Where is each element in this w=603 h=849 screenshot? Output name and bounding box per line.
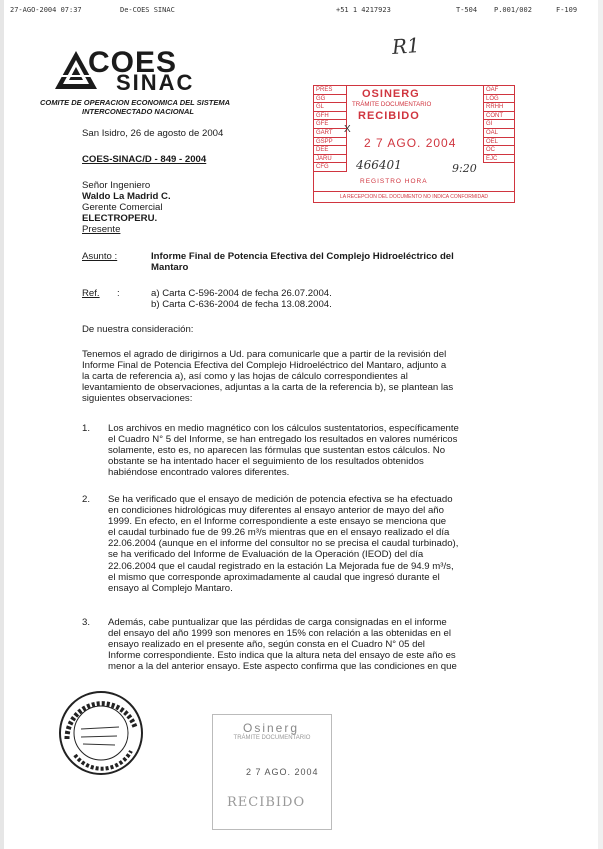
stamp-date: 2 7 AGO. 2004 <box>364 136 457 150</box>
item-line: Los archivos en medio magnético con los cálculos sustentatorios, específicamente <box>108 423 459 434</box>
item-line: el mismo que corresponde aproximadamente al caudal que ingresó durante el <box>108 571 440 583</box>
stamp-code: GFH <box>314 112 346 121</box>
item-line: 22.06.2004 que el caudal registrado en la estación La Mejorada fue de 94.9 m³/s, <box>108 560 454 572</box>
stamp-code: CFG <box>314 163 346 172</box>
item-line: del ensayo del año 1999 son menores en 15% con relación a las obtenidas en el <box>108 628 451 640</box>
stamp-code: RRHH <box>484 103 514 112</box>
fax-header <box>0 6 603 18</box>
intro-line: la carta de referencia a), así como y las hojas de cálculo correspondientes al <box>82 371 408 383</box>
recipient-present: Presente <box>82 224 121 235</box>
item-line: Informe correspondiente. Esto indica que la altura neta del ensayo de este año es <box>108 650 456 662</box>
stamp-handwritten-number: 466401 <box>356 158 402 172</box>
item-line: ensayo realizado en el presente año, según consta en el Cuadro N° 05 del <box>108 639 425 651</box>
org-name-line1: COMITE DE OPERACION ECONOMICA DEL SISTEMA <box>40 98 231 107</box>
fax-f-code: F-109 <box>556 6 578 14</box>
stamp-code: EJC <box>484 155 514 164</box>
stamp-code: LOG <box>484 95 514 104</box>
stamp-code: CONT <box>484 112 514 121</box>
stamp-code: GART <box>314 129 346 138</box>
stamp-left-codes <box>314 86 347 172</box>
subject-label: Asunto : <box>82 251 118 262</box>
recipient-name: Waldo La Madrid C. <box>82 191 171 202</box>
stamp-code: DEE <box>314 146 346 155</box>
fax-date-time: 27-AGO-2004 07:37 <box>10 6 82 14</box>
stamp-code: OAF <box>484 86 514 95</box>
stamp-code: GFE <box>314 120 346 129</box>
intro-paragraph <box>82 349 522 404</box>
ref-colon: : <box>117 288 120 299</box>
subject-line1: Informe Final de Potencia Efectiva del Complejo Hidroeléctrico del <box>151 251 454 262</box>
stamp-footer: LA RECEPCION DEL DOCUMENTO NO INDICA CONFORMIDAD <box>314 191 514 202</box>
handwritten-mark: R1 <box>391 33 421 59</box>
bottom-stamp-received: RECIBIDO <box>227 795 306 810</box>
item-3-paragraph <box>108 617 522 672</box>
stamp-code: OEL <box>484 138 514 147</box>
ref-b: b) Carta C-636-2004 de fecha 13.08.2004. <box>151 299 332 310</box>
fax-pages: P.001/002 <box>494 6 532 14</box>
stamp-subtitle: TRÁMITE DOCUMENTARIO <box>352 101 432 108</box>
fax-t-code: T-504 <box>456 6 478 14</box>
bottom-stamp-subtitle: TRÁMITE DOCUMENTARIO <box>233 735 311 741</box>
item-2-paragraph <box>108 494 522 594</box>
stamp-title: OSINERG <box>362 88 420 100</box>
item-line: el caudal turbinado fue de 99.26 m³/s mientras que en el ensayo realizado el día <box>108 527 450 539</box>
item-line: 1999. En efecto, en el Informe correspondiente a este ensayo se menciona que <box>108 516 447 528</box>
fax-phone: +51 1 4217923 <box>336 6 391 14</box>
stamp-code: GG <box>314 95 346 104</box>
stamp-register-label: REGISTRO HORA <box>360 178 428 185</box>
logo-word-coes: COES <box>88 46 178 79</box>
item-line: el Cuadro N° 5 del Informe, se han entregado los resultados en valores numéricos <box>108 434 458 446</box>
intro-line: Informe Final de Potencia Efectiva del Complejo Hidroeléctrico del Mantaro, adjunto a <box>82 360 447 372</box>
ref-label: Ref. <box>82 288 100 299</box>
stamp-checkmark: X <box>344 124 351 135</box>
subject-line2: Mantaro <box>151 262 189 273</box>
bottom-stamp-date: 2 7 AGO. 2004 <box>246 767 319 777</box>
recipient-role: Gerente Comercial <box>82 202 163 213</box>
place-date: San Isidro, 26 de agosto de 2004 <box>82 128 224 139</box>
item-number: 2. <box>82 494 91 505</box>
intro-line: siguientes observaciones: <box>82 393 193 405</box>
stamp-handwritten-time: 9:20 <box>452 162 477 175</box>
item-line: Además, cabe puntualizar que las pérdidas de carga consignadas en el informe <box>108 617 447 628</box>
stamp-code: GSPP <box>314 138 346 147</box>
item-line: en condiciones hidrológicas muy diferentes al ensayo anterior de mayo del año <box>108 505 444 517</box>
bottom-stamp-title: Osinerg <box>243 721 300 735</box>
stamp-code: OAL <box>484 129 514 138</box>
item-line: solamente, esto es, no aparecen las fórmulas que sustentan estos cálculos. No <box>108 445 446 457</box>
greeting: De nuestra consideración: <box>82 324 194 335</box>
coes-sinac-logo <box>54 46 244 105</box>
item-number: 1. <box>82 423 91 434</box>
item-line: se ha verificado del Informe de Evaluación de la Operación (IEOD) del día <box>108 549 424 561</box>
round-seal-stamp <box>57 689 145 777</box>
recipient-company: ELECTROPERU. <box>82 213 158 224</box>
recipient-salutation: Señor Ingeniero <box>82 180 151 191</box>
item-line: obstante se ha intentado hacer el seguimiento de los resultados obtenidos <box>108 456 424 468</box>
ref-a: a) Carta C-596-2004 de fecha 26.07.2004. <box>151 288 332 299</box>
item-line: menor a la del anterior ensayo. Este aspecto confirma que las condiciones en que <box>108 661 457 673</box>
bottom-received-stamp <box>212 714 332 830</box>
item-line: 22.06.2004 (aunque en el informe del consultor no se precisa el caudal turbinado), <box>108 538 459 550</box>
stamp-code: GL <box>314 103 346 112</box>
intro-line: levantamiento de observaciones, adjuntas a la carta de la referencia b), se plantean las <box>82 382 454 394</box>
stamp-code: GI <box>484 120 514 129</box>
org-name-line2: INTERCONECTADO NACIONAL <box>82 107 194 116</box>
reference-code: COES-SINAC/D - 849 - 2004 <box>82 154 207 165</box>
logo-word-sinac: SINAC <box>116 70 195 95</box>
osinerg-received-stamp <box>313 85 515 203</box>
item-line: Se ha verificado que el ensayo de medición de potencia efectiva se ha efectuado <box>108 494 453 505</box>
intro-line: Tenemos el agrado de dirigirnos a Ud. para comunicarle que a partir de la revisión del <box>82 349 447 360</box>
item-1-paragraph <box>108 423 522 478</box>
item-number: 3. <box>82 617 91 628</box>
item-line: habiéndose encontrado valores diferentes. <box>108 467 290 479</box>
stamp-right-codes <box>483 86 514 163</box>
stamp-received: RECIBIDO <box>358 110 420 122</box>
fax-sender: De-COES SINAC <box>120 6 175 14</box>
stamp-code: OC <box>484 146 514 155</box>
item-line: ensayo al Complejo Mantaro. <box>108 582 233 594</box>
stamp-code: PRES <box>314 86 346 95</box>
stamp-code: JARU <box>314 155 346 164</box>
